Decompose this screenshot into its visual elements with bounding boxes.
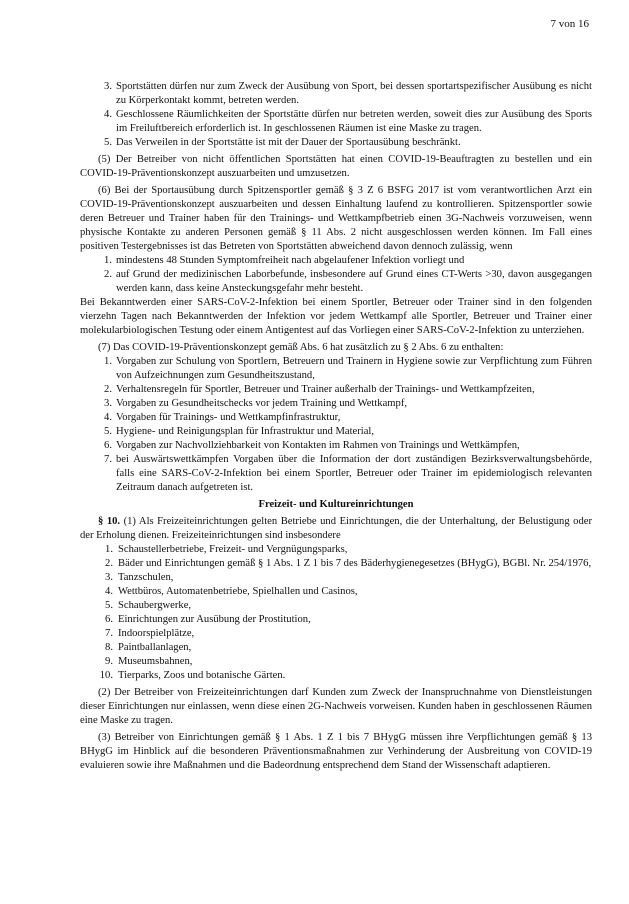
list-item-number: 1. xyxy=(105,544,113,555)
paragraph-5: (5) Der Betreiber von nicht öffentlichen Sportstätten hat einen COVID-19-Beauftragten zu bestellen und ein COVID-19-Präventionskonzept auszuarbeiten und umzusetzen. xyxy=(80,154,592,179)
list-item-number: 6. xyxy=(105,614,113,625)
list-item-text: mindestens 48 Stunden Symptomfreiheit nach abgelaufener Infektion vorliegt und xyxy=(116,255,465,266)
list-item-text: Indoorspielplätze, xyxy=(118,628,195,639)
paragraph-7: (7) Das COVID-19-Präventionskonzept gemäß Abs. 6 hat zusätzlich zu § 2 Abs. 6 zu enthalten: xyxy=(98,342,504,353)
list-item-number: 3. xyxy=(104,81,112,92)
list-item-text: Hygiene- und Reinigungsplan für Infrastruktur und Material, xyxy=(116,426,375,437)
list-item-text: Das Verweilen in der Sportstätte ist mit der Dauer der Sportausübung beschränkt. xyxy=(116,137,461,148)
list-sportstaetten xyxy=(98,80,592,150)
list-item-text: Vorgaben zur Nachvollziehbarkeit von Kontakten im Rahmen von Trainings und Wettkämpfen, xyxy=(116,440,520,451)
list-item-number: 6. xyxy=(104,440,112,451)
list-item xyxy=(96,557,592,571)
section-heading: Freizeit- und Kultureinrichtungen xyxy=(258,499,414,510)
list-item-text: Tanzschulen, xyxy=(118,572,174,583)
list-item-number: 5. xyxy=(105,600,113,611)
list-item-number: 5. xyxy=(104,426,112,437)
list-item-number: 3. xyxy=(104,398,112,409)
list-item xyxy=(96,641,592,655)
list-item-number: 2. xyxy=(104,384,112,395)
list-item xyxy=(96,571,592,585)
list-item-number: 9. xyxy=(105,656,113,667)
list-freizeiteinrichtungen xyxy=(96,543,592,683)
list-item xyxy=(98,136,592,150)
page-number: 7 von 16 xyxy=(550,18,589,30)
list-item xyxy=(96,585,592,599)
list-item xyxy=(96,613,592,627)
list-item-text: Verhaltensregeln für Sportler, Betreuer und Trainer außerhalb der Trainings- und Wettkampfzeiten, xyxy=(116,384,535,395)
list-item xyxy=(98,254,592,268)
section-10-text: (1) Als Freizeiteinrichtungen gelten Betriebe und Einrichtungen, die der Unterhaltung, der Belustigung oder der Erholung dienen. Freizeiteinrichtungen sind insbesondere xyxy=(80,516,593,541)
list-item-number: 4. xyxy=(104,109,112,120)
list-item-number: 5. xyxy=(104,137,112,148)
list-item-text: Tierparks, Zoos und botanische Gärten. xyxy=(118,670,286,681)
list-item-text: Wettbüros, Automatenbetriebe, Spielhallen und Casinos, xyxy=(118,586,358,597)
list-item-number: 10. xyxy=(99,670,113,681)
list-item-text: Bäder und Einrichtungen gemäß § 1 Abs. 1 Z 1 bis 7 des Bäderhygienegesetzes (BHygG), BGBl. Nr. 254/1976, xyxy=(118,558,592,569)
list-item-text: Paintballanlagen, xyxy=(118,642,192,653)
list-item xyxy=(96,669,592,683)
list-item xyxy=(98,80,592,108)
list-item xyxy=(98,383,592,397)
list-item-number: 2. xyxy=(104,269,112,280)
section-label: § 10. xyxy=(98,516,121,527)
list-para-7 xyxy=(98,355,592,495)
list-item xyxy=(98,108,592,136)
list-item-number: 8. xyxy=(105,642,113,653)
list-item xyxy=(96,655,592,669)
list-item xyxy=(96,543,592,557)
list-item xyxy=(96,599,592,613)
list-item xyxy=(96,627,592,641)
section-10-paragraph-3: (3) Betreiber von Einrichtungen gemäß § 1 Abs. 1 Z 1 bis 7 BHygG müssen ihre Verpflichtungen gemäß § 13 BHygG im Hinblick auf die besonderen Präventionsmaßnahmen zur Verhinderung der Ausbreitung von COVID-19 evaluieren sowie ihre Maßnahmen und die Badeordnung entsprechend dem Stand der Wissenschaft adaptieren. xyxy=(80,732,592,771)
list-item xyxy=(98,439,592,453)
list-item-text: Vorgaben zur Schulung von Sportlern, Betreuern und Trainern in Hygiene sowie zur Verpflichtung zum Führen von Aufzeichnungen zum Gesundheitszustand, xyxy=(116,356,592,381)
list-item-text: bei Auswärtswettkämpfen Vorgaben über die Information der dort zuständigen Bezirksverwaltungsbehörde, falls eine SARS-CoV-2-Infektion bei einem Sportler, Betreuer oder Trainer im epidemiologisch relevanten Zeitraum danach aufgetreten ist. xyxy=(116,454,592,493)
list-item-number: 7. xyxy=(105,628,113,639)
list-item-number: 7. xyxy=(104,454,112,465)
list-item-text: Schaustellerbetriebe, Freizeit- und Vergnügungsparks, xyxy=(118,544,348,555)
paragraph-6-continued: Bei Bekanntwerden einer SARS-CoV-2-Infektion bei einem Sportler, Betreuer oder Trainer sind in den folgenden vierzehn Tagen nach Bekanntwerden der Infektion vor jedem Wettkampf alle Sportler, Betreuer und Trainer einer molekularbiologischen Testung oder einem Antigentest auf das Vorliegen einer SARS-CoV-2-Infektion zu unterziehen. xyxy=(80,297,592,336)
list-item-number: 4. xyxy=(104,412,112,423)
list-item-text: auf Grund der medizinischen Laborbefunde, insbesondere auf Grund eines CT-Werts >30, davon ausgegangen werden kann, dass keine Ansteckungsgefahr mehr besteht. xyxy=(116,269,592,294)
list-item-number: 3. xyxy=(105,572,113,583)
list-item-number: 2. xyxy=(105,558,113,569)
list-item xyxy=(98,397,592,411)
list-item-text: Geschlossene Räumlichkeiten der Sportstätte dürfen nur betreten werden, soweit dies zur Ausübung des Sports im Freiluftbereich erforderlich ist. In geschlossenen Räumen ist eine Maske zu tragen. xyxy=(116,109,592,134)
section-10-paragraph-1 xyxy=(80,515,592,543)
list-item-text: Vorgaben für Trainings- und Wettkampfinfrastruktur, xyxy=(116,412,341,423)
list-item xyxy=(98,425,592,439)
section-10-paragraph-2: (2) Der Betreiber von Freizeiteinrichtungen darf Kunden zum Zweck der Inanspruchnahme von Dienstleistungen dieser Einrichtungen nur einlassen, wenn diese einen 2G-Nachweis vorweisen. Kunden haben in geschlossenen Räumen eine Maske zu tragen. xyxy=(80,687,592,726)
document-body xyxy=(80,80,592,773)
list-item-text: Vorgaben zu Gesundheitschecks vor jedem Training und Wettkampf, xyxy=(116,398,408,409)
list-item-number: 1. xyxy=(104,356,112,367)
list-item-number: 4. xyxy=(105,586,113,597)
list-item xyxy=(98,453,592,495)
list-para-6 xyxy=(98,254,592,296)
paragraph-6: (6) Bei der Sportausübung durch Spitzensportler gemäß § 3 Z 6 BSFG 2017 ist vom verantwortlichen Arzt ein COVID-19-Präventionskonzept auszuarbeiten und dessen Einhaltung laufend zu kontrollieren. Spitzensportler sowie deren Betreuer und Trainer haben für den Trainings- und Wettkampfbetrieb einen 3G-Nachweis vorzuweisen, wenn physische Kontakte zu anderen Personen gemäß § 11 Abs. 2 nicht ausgeschlossen werden können. Im Fall eines positiven Testergebnisses ist das Betreten von Sportstätten abweichend davon dennoch zulässig, wenn xyxy=(80,185,592,252)
list-item-number: 1. xyxy=(104,255,112,266)
list-item-text: Schaubergwerke, xyxy=(118,600,192,611)
list-item xyxy=(98,355,592,383)
list-item-text: Einrichtungen zur Ausübung der Prostitution, xyxy=(118,614,311,625)
list-item-text: Sportstätten dürfen nur zum Zweck der Ausübung von Sport, bei dessen sportartspezifischer Ausübung es nicht zu Körperkontakt kommt, betreten werden. xyxy=(116,81,592,106)
list-item xyxy=(98,268,592,296)
list-item xyxy=(98,411,592,425)
list-item-text: Museumsbahnen, xyxy=(118,656,193,667)
